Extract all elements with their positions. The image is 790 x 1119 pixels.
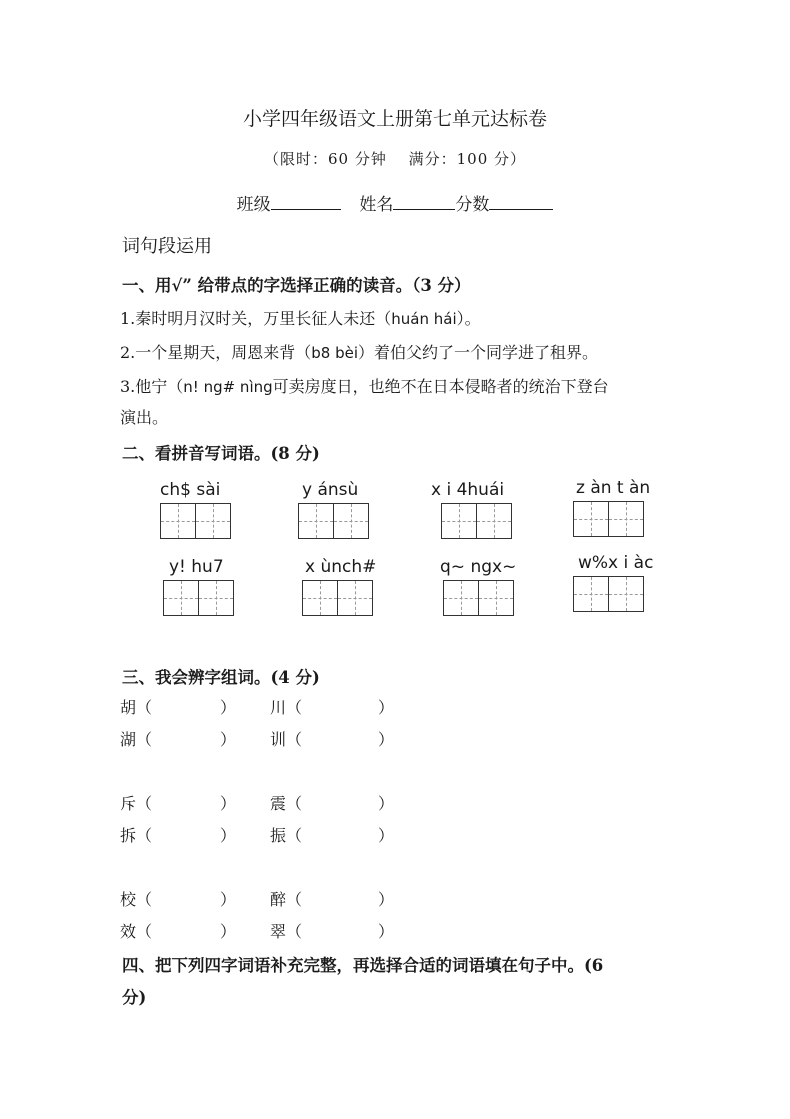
write-box[interactable] <box>478 580 514 616</box>
pinyin-label: ch$ sài <box>160 480 221 500</box>
question-4-title: 四、把下列四字词语补充完整，再选择合适的词语填在句子中。(6 <box>122 956 604 975</box>
pinyin-label: x i 4huái <box>431 480 505 500</box>
score-label: 分数 <box>455 195 490 215</box>
pinyin-label: y ánsù <box>302 480 359 500</box>
question-4-title-cont: 分) <box>122 988 147 1007</box>
pinyin-label: q~ ngx~ <box>440 557 517 577</box>
class-label: 班级 <box>236 195 271 215</box>
q1-item-3-cont: 演出。 <box>120 408 169 427</box>
q1-item-2: 2.一个星期天，周恩来背（b8 bèi）着伯父约了一个同学进了租界。 <box>120 343 599 362</box>
name-blank[interactable] <box>393 195 455 210</box>
q1-item-1-pinyin[interactable]: huán hái <box>391 310 457 328</box>
write-box[interactable] <box>333 503 369 539</box>
pinyin-label: y! hu7 <box>169 557 224 577</box>
write-box[interactable] <box>337 580 373 616</box>
question-3-title: 三、我会辨字组词。(4 分) <box>122 668 320 687</box>
write-box[interactable] <box>441 503 477 539</box>
document-title: 小学四年级语文上册第七单元达标卷 <box>242 108 547 130</box>
q1-item-3: 3.他宁（n! ng# nìng可卖房度日，也绝不在日本侵略者的统治下登台 <box>120 377 609 396</box>
write-box[interactable] <box>573 501 609 537</box>
q1-item-3-pinyin[interactable]: n! ng# nìng <box>183 378 273 396</box>
write-box[interactable] <box>608 576 644 612</box>
pinyin-label: w%x i àc <box>578 553 654 573</box>
write-box[interactable] <box>198 580 234 616</box>
write-box[interactable] <box>476 503 512 539</box>
document-subtitle: （限时：60 分钟 满分：100 分） <box>263 150 527 168</box>
write-box[interactable] <box>298 503 334 539</box>
word-pair-row: 效（ ） 翠（ ） <box>120 922 395 941</box>
q1-item-2-pinyin[interactable]: b8 bèi <box>311 344 359 362</box>
score-blank[interactable] <box>489 195 553 210</box>
write-box[interactable] <box>163 580 199 616</box>
write-box[interactable] <box>160 503 196 539</box>
question-2-title: 二、看拼音写词语。(8 分) <box>122 444 320 463</box>
word-pair-row: 湖（ ） 训（ ） <box>120 730 395 749</box>
write-box[interactable] <box>302 580 338 616</box>
section-title: 词句段运用 <box>122 236 212 257</box>
question-1-title: 一、用√” 给带点的字选择正确的读音。（3 分） <box>122 276 471 295</box>
class-blank[interactable] <box>271 195 341 210</box>
word-pair-row: 拆（ ） 振（ ） <box>120 826 395 845</box>
write-box[interactable] <box>195 503 231 539</box>
name-label: 姓名 <box>359 195 394 215</box>
write-box[interactable] <box>443 580 479 616</box>
word-pair-row: 斥（ ） 震（ ） <box>120 794 395 813</box>
student-info <box>0 190 790 215</box>
pinyin-label: z àn t àn <box>576 478 651 498</box>
word-pair-row: 校（ ） 醉（ ） <box>120 890 395 909</box>
pinyin-label: x ùnch# <box>305 557 377 577</box>
write-box[interactable] <box>573 576 609 612</box>
write-box[interactable] <box>608 501 644 537</box>
word-pair-row: 胡（ ） 川（ ） <box>120 698 395 717</box>
q1-item-1: 1.秦时明月汉时关，万里长征人未还（huán hái）。 <box>120 309 481 328</box>
